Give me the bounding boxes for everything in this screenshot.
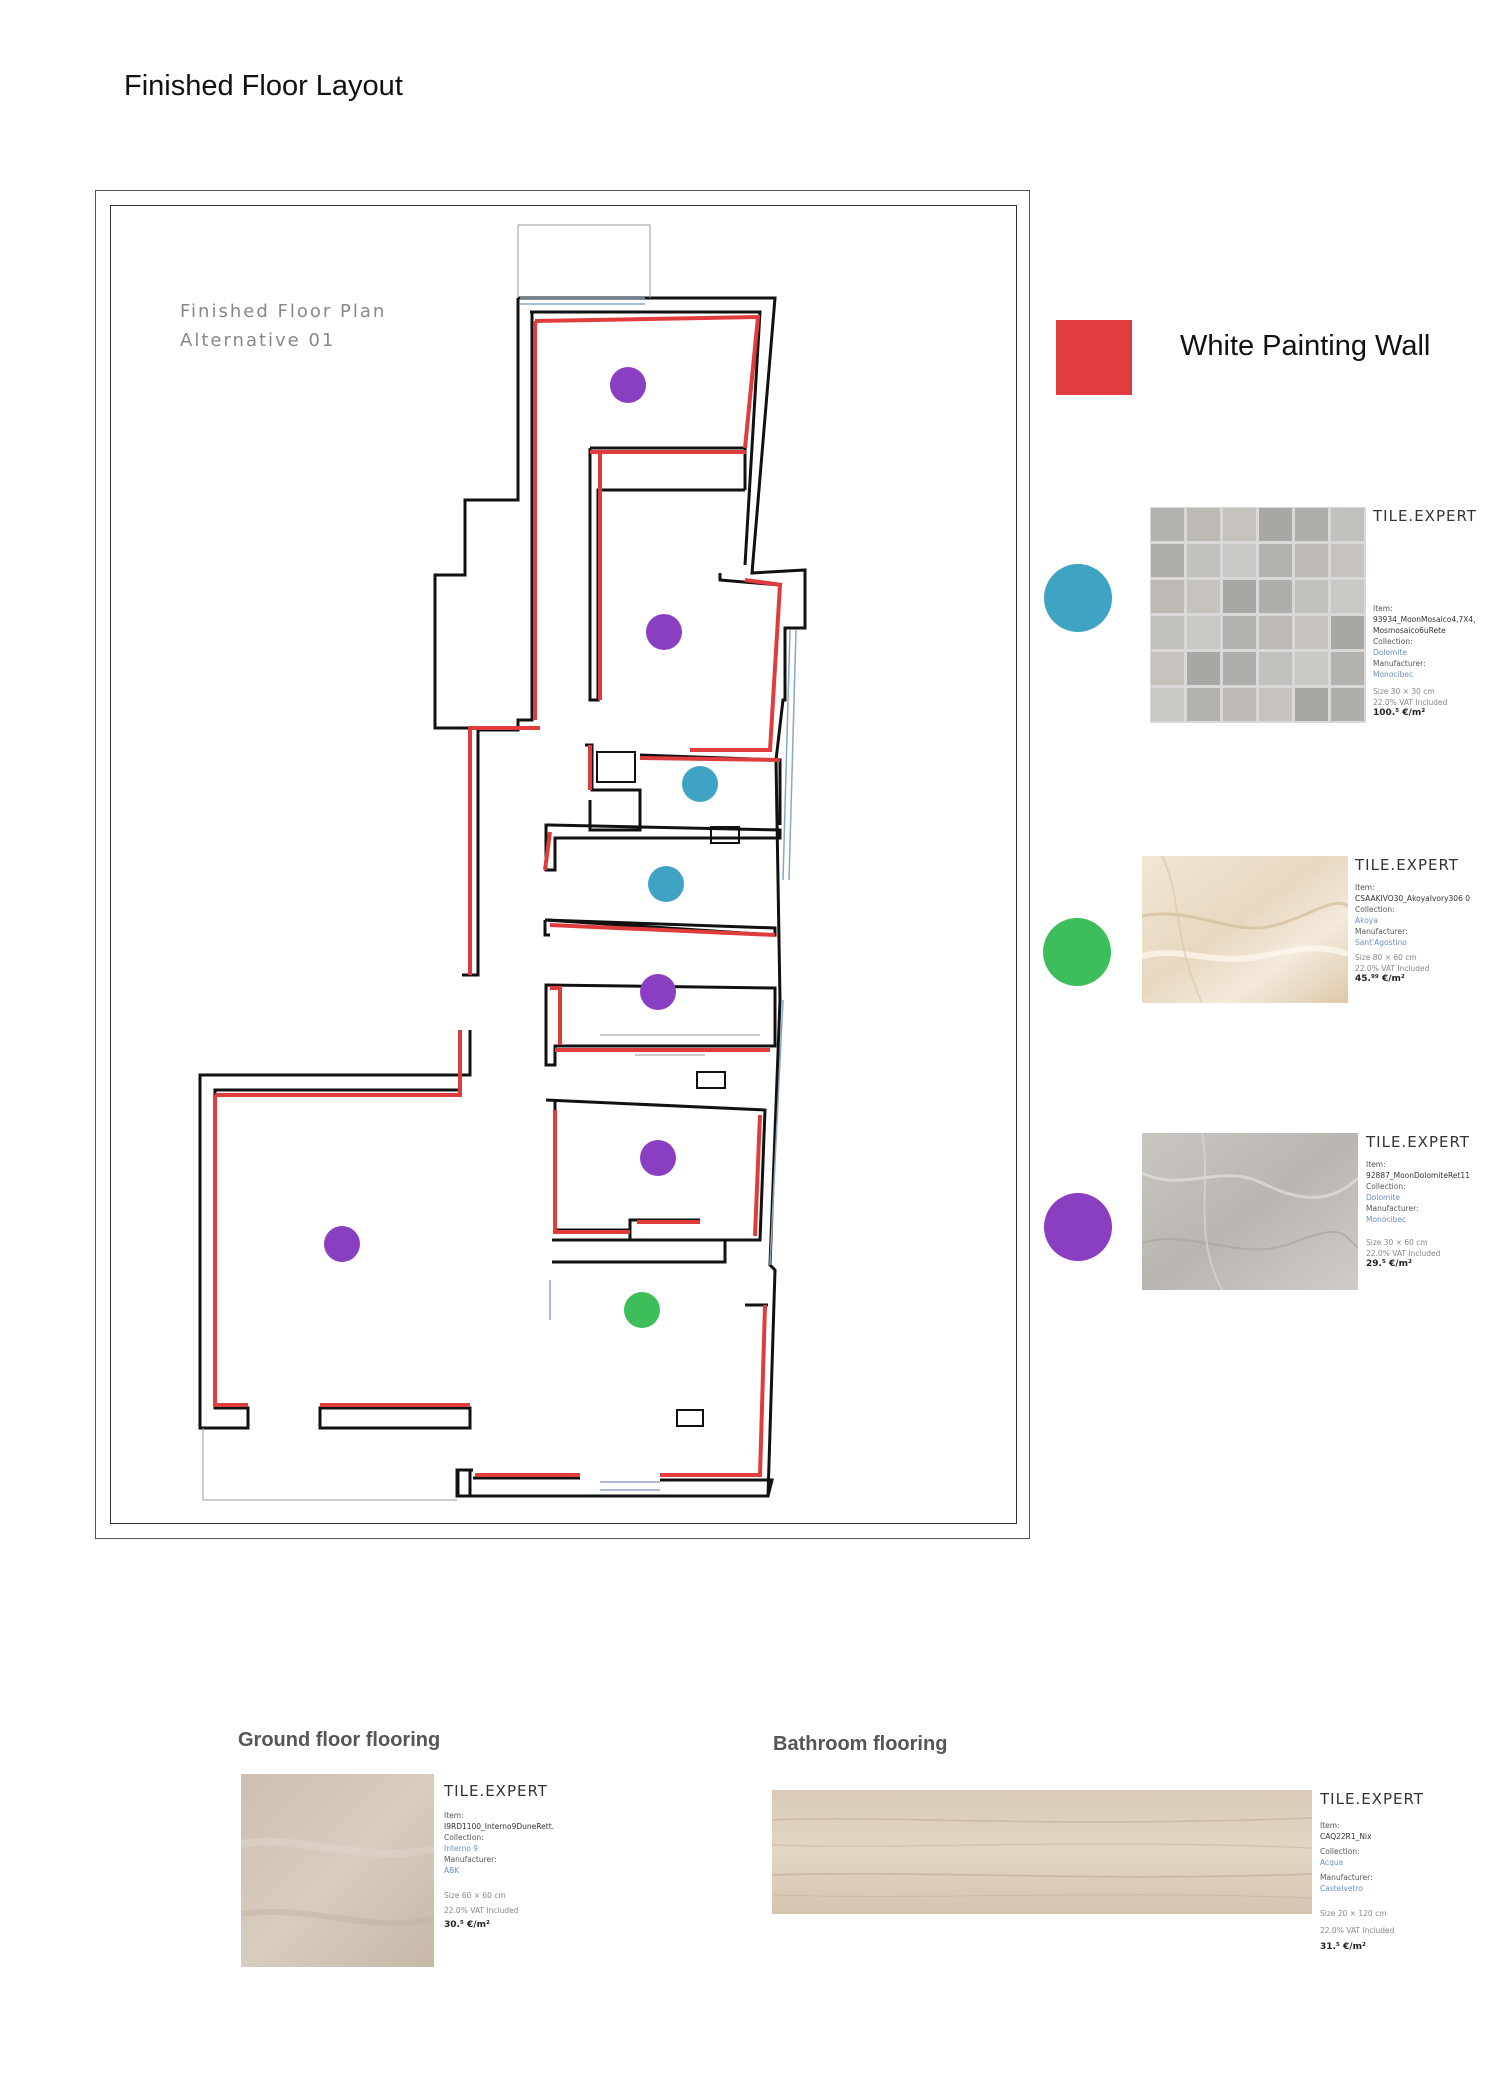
mosaic-chip (1151, 544, 1184, 577)
tile-card-stone (1366, 1133, 1496, 1269)
vat-text: 22.0% VAT Included (1373, 698, 1448, 707)
item-value: I9RD1100_Interno9DuneRett. (444, 1822, 555, 1831)
manufacturer-label: Manufacturer: (444, 1855, 497, 1864)
item-label: Item: (1320, 1821, 1340, 1830)
balcony-lines (203, 225, 760, 1500)
room-dot-blue (648, 866, 684, 902)
tile-swatch-ground-floor (241, 1774, 434, 1967)
collection-value[interactable]: Acqua (1320, 1858, 1344, 1867)
item-value: 92887_MoonDolomiteRet11 (1366, 1171, 1470, 1180)
vat-text: 22.0% VAT Included (444, 1906, 519, 1915)
manufacturer-value[interactable]: Monocibec (1366, 1215, 1407, 1224)
mosaic-chip (1259, 544, 1292, 577)
mosaic-chip (1151, 580, 1184, 613)
mosaic-chip (1223, 580, 1256, 613)
mosaic-chip (1259, 688, 1292, 721)
item-label: Item: (444, 1811, 464, 1820)
size-text: Size 80 × 60 cm (1355, 953, 1417, 962)
size-text: Size 60 × 60 cm (444, 1891, 506, 1900)
size-text: Size 30 × 30 cm (1373, 687, 1435, 696)
manufacturer-label: Manufacturer: (1366, 1204, 1419, 1213)
brand-logo: TILE.EXPERT (1366, 1133, 1470, 1151)
price-text: 30.⁵ €/m² (444, 1920, 490, 1930)
tile-card-mosaic (1373, 507, 1493, 718)
mosaic-chip (1223, 688, 1256, 721)
item-label: Item: (1373, 604, 1393, 613)
mosaic-chip (1331, 652, 1364, 685)
mosaic-chip (1187, 616, 1220, 649)
mosaic-chip (1295, 508, 1328, 541)
room-dot-purple (640, 974, 676, 1010)
mosaic-chip (1331, 688, 1364, 721)
manufacturer-label: Manufacturer: (1320, 1873, 1373, 1882)
item-label: Item: (1355, 883, 1375, 892)
tile-key-dot-purple (1044, 1193, 1112, 1261)
vat-text: 22.0% VAT Included (1366, 1249, 1441, 1258)
mosaic-chip (1223, 652, 1256, 685)
brand-logo: TILE.EXPERT (444, 1782, 548, 1800)
mosaic-chip (1259, 508, 1292, 541)
mosaic-chip (1295, 616, 1328, 649)
mosaic-chip (1295, 544, 1328, 577)
room-dot-purple (646, 614, 682, 650)
vat-text: 22.0% VAT Included (1355, 964, 1430, 973)
size-text: Size 20 × 120 cm (1320, 1909, 1387, 1918)
plan-title: Finished Floor Plan (180, 301, 387, 322)
tile-card-ground-floor (444, 1782, 604, 1930)
mosaic-chip (1331, 616, 1364, 649)
room-dot-purple (324, 1226, 360, 1262)
tile-card-bathroom (1320, 1790, 1480, 1952)
price-text: 31.⁵ €/m² (1320, 1942, 1366, 1952)
tile-swatch-stone (1142, 1133, 1358, 1290)
collection-value[interactable]: Interno 9 (444, 1844, 478, 1853)
collection-value[interactable]: Dolomite (1373, 648, 1407, 657)
tile-key-dot-blue (1044, 564, 1112, 632)
collection-value[interactable]: Akoya (1355, 916, 1378, 925)
mosaic-chip (1259, 652, 1292, 685)
exterior-walls (200, 298, 805, 1496)
room-dot-green (624, 1292, 660, 1328)
tile-swatch-onyx (1142, 856, 1348, 1003)
tile-key-dot-green (1043, 918, 1111, 986)
page-title: Finished Floor Layout (124, 70, 403, 102)
room-dot-purple (610, 367, 646, 403)
mosaic-chip (1187, 580, 1220, 613)
legend-paint-swatch (1056, 320, 1132, 395)
mosaic-chip (1331, 508, 1364, 541)
vat-text: 22.0% VAT Included (1320, 1926, 1395, 1935)
mosaic-chip (1151, 508, 1184, 541)
manufacturer-value[interactable]: Sant'Agostino (1355, 938, 1407, 947)
item-value: CSAAKIVO30_AkoyaIvory306 0 (1355, 894, 1470, 903)
mosaic-chip (1223, 508, 1256, 541)
collection-label: Collection: (1373, 637, 1413, 646)
collection-label: Collection: (1320, 1847, 1360, 1856)
mosaic-chip (1223, 616, 1256, 649)
item-value: CAQ22R1_Nix (1320, 1832, 1372, 1841)
manufacturer-value[interactable]: ABK (444, 1866, 460, 1875)
brand-logo: TILE.EXPERT (1373, 507, 1477, 525)
price-text: 100.⁵ €/m² (1373, 708, 1426, 718)
mosaic-chip (1187, 688, 1220, 721)
mosaic-chip (1223, 544, 1256, 577)
mosaic-chip (1151, 616, 1184, 649)
collection-label: Collection: (444, 1833, 484, 1842)
mosaic-chip (1151, 688, 1184, 721)
price-text: 45.⁹⁹ €/m² (1355, 974, 1405, 984)
collection-value[interactable]: Dolomite (1366, 1193, 1400, 1202)
collection-label: Collection: (1355, 905, 1395, 914)
item-label: Item: (1366, 1160, 1386, 1169)
mosaic-chip (1295, 652, 1328, 685)
mosaic-chip (1331, 580, 1364, 613)
item-value: 93934_MoonMosaico4,7X4, Mosmosaico6uRete (1373, 615, 1476, 635)
manufacturer-value[interactable]: Castelvetro (1320, 1884, 1363, 1893)
mosaic-chip (1259, 616, 1292, 649)
fixtures (597, 752, 739, 1426)
mosaic-chip (1187, 652, 1220, 685)
manufacturer-value[interactable]: Monocibec (1373, 670, 1414, 679)
legend-label: White Painting Wall (1180, 330, 1431, 362)
brand-logo: TILE.EXPERT (1355, 856, 1459, 874)
mosaic-chip (1295, 580, 1328, 613)
mosaic-chip (1259, 580, 1292, 613)
room-dot-purple (640, 1140, 676, 1176)
brand-logo: TILE.EXPERT (1320, 1790, 1424, 1808)
tile-card-onyx (1355, 856, 1485, 984)
manufacturer-label: Manufacturer: (1373, 659, 1426, 668)
mosaic-chip (1187, 544, 1220, 577)
mosaic-chip (1295, 688, 1328, 721)
mosaic-chip (1187, 508, 1220, 541)
size-text: Size 30 × 60 cm (1366, 1238, 1428, 1247)
room-dot-blue (682, 766, 718, 802)
mosaic-chip (1331, 544, 1364, 577)
plan-subtitle: Alternative 01 (180, 330, 336, 351)
bathroom-title: Bathroom flooring (773, 1733, 948, 1755)
price-text: 29.⁵ €/m² (1366, 1259, 1412, 1269)
tile-swatch-bathroom (772, 1790, 1312, 1914)
manufacturer-label: Manufacturer: (1355, 927, 1408, 936)
ground-floor-title: Ground floor flooring (238, 1729, 441, 1751)
mosaic-chip (1151, 652, 1184, 685)
tile-swatch-mosaic (1150, 507, 1366, 723)
collection-label: Collection: (1366, 1182, 1406, 1191)
